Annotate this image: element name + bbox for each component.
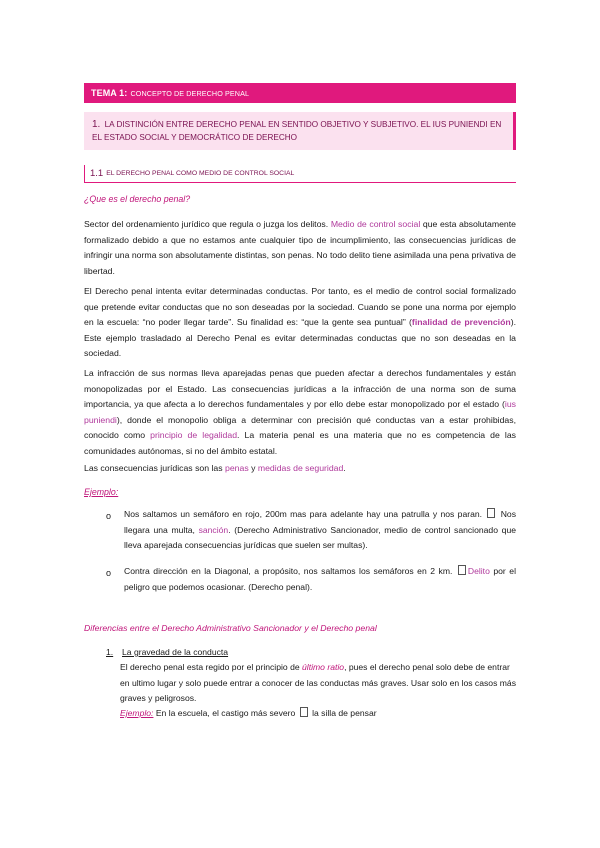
subsection-title: EL DERECHO PENAL COMO MEDIO DE CONTROL SOCIAL bbox=[106, 170, 295, 177]
paragraph-consequences: Las consecuencias jurídicas son las penas y medidas de seguridad. bbox=[84, 463, 346, 473]
subsection-number: 1.1 bbox=[90, 168, 104, 179]
bullet-marker: o bbox=[106, 511, 112, 521]
arrow-placeholder-icon bbox=[487, 508, 495, 518]
example-line: Ejemplo: En la escuela, el castigo más severo la silla de pensar bbox=[120, 708, 377, 718]
subsection-heading bbox=[84, 165, 516, 183]
example-label: Ejemplo: bbox=[120, 708, 154, 718]
section-heading bbox=[84, 112, 516, 150]
highlight-delito: Delito bbox=[467, 566, 490, 576]
question-heading: ¿Que es el derecho penal? bbox=[84, 194, 191, 204]
paragraph-ultima-ratio: El derecho penal esta regido por el principio de último ratio, pues el derecho penal solo debe de entrar en ultimo lugar y solo puede entrar a conocer de las conductas más graves. Usar solo en los casos más graves y peligrosos. bbox=[120, 662, 516, 704]
bullet-item: Contra dirección en la Diagonal, a propósito, nos saltamos los semáforos en 2 km. Delito por el peligro que podemos ocasionar. (Derecho penal). bbox=[124, 566, 516, 592]
highlight-ius-puniendi: ius puniendi bbox=[84, 399, 516, 425]
topic-banner bbox=[84, 83, 516, 103]
bullet-marker: o bbox=[106, 568, 112, 578]
section-title: LA DISTINCIÓN ENTRE DERECHO PENAL EN SENTIDO OBJETIVO Y SUBJETIVO. EL IUS PUNIENDI EN EL ESTADO SOCIAL Y DEMOCRÁTICO DE DERECHO bbox=[92, 120, 502, 142]
paragraph-purpose: El Derecho penal intenta evitar determinadas conductas. Por tanto, es el medio de control social formalizado que pretende evitar conductas que no son deseadas por la sociedad. Cuando se pone una norma por ejemplo en la escuela: “no poder llegar tarde”. Su finalidad es: “que la gente sea puntual” (finalidad de prevención). Este ejemplo trasladado al Derecho Penal es evitar determinadas conductas que no son deseadas en la sociedad. bbox=[84, 286, 517, 359]
topic-number: TEMA 1: bbox=[91, 88, 128, 98]
highlight-control-social: Medio de control social bbox=[330, 219, 421, 229]
paragraph-definition: Sector del ordenamiento jurídico que regula o juzga los delitos. Medio de control social que esta absolutamente formalizado debido a que no estamos ante cualquier tipo de incumplimiento, las consecuencias jurídicas de infringir una norma son absolutamente distintas, son penas. No todo delito tiene asimilada una pena privativa de libertad. bbox=[84, 219, 516, 276]
list-item-title: La gravedad de la conducta bbox=[122, 647, 229, 657]
paragraph-infraction: La infracción de sus normas lleva aparejadas penas que pueden afectar a derechos fundamentales y están monopolizadas por el Estado. Las consecuencias jurídicas a la infracción de una norma son de suma importancia, ya que afecta a lo derechos fundamentales y por ello debe estar monopolizado por el estado (ius puniendi), donde el monopolio obliga a determinar con precisión qué conductas van a estar prohibidas, conocido como principio de legalidad. La materia penal es una materia que no es competencia de las comunidades autónomas, si no del ámbito estatal. bbox=[84, 368, 516, 456]
highlight-sancion: sanción bbox=[198, 524, 229, 535]
list-number: 1. bbox=[106, 647, 114, 657]
arrow-placeholder-icon bbox=[458, 565, 466, 575]
highlight-prevention: finalidad de prevención bbox=[411, 317, 511, 328]
highlight-ultima-ratio: último ratio bbox=[302, 662, 345, 672]
section-number: 1. bbox=[92, 119, 101, 130]
highlight-medidas: medidas de seguridad bbox=[257, 463, 344, 473]
arrow-placeholder-icon bbox=[300, 707, 308, 717]
example-label: Ejemplo: bbox=[84, 487, 119, 497]
highlight-legality: principio de legalidad bbox=[150, 430, 238, 441]
topic-title: CONCEPTO DE DERECHO PENAL bbox=[130, 88, 250, 98]
differences-heading: Diferencias entre el Derecho Administrativo Sancionador y el Derecho penal bbox=[84, 623, 377, 633]
bullet-item: Nos saltamos un semáforo en rojo, 200m mas para adelante hay una patrulla y nos paran. Nos llegara una multa, sanción. (Derecho Administrativo Sancionador, medio de control sancionado que lleva aparejada consecuencias jurídicas que suelen ser multas). bbox=[124, 509, 517, 551]
highlight-penas: penas bbox=[225, 463, 249, 473]
